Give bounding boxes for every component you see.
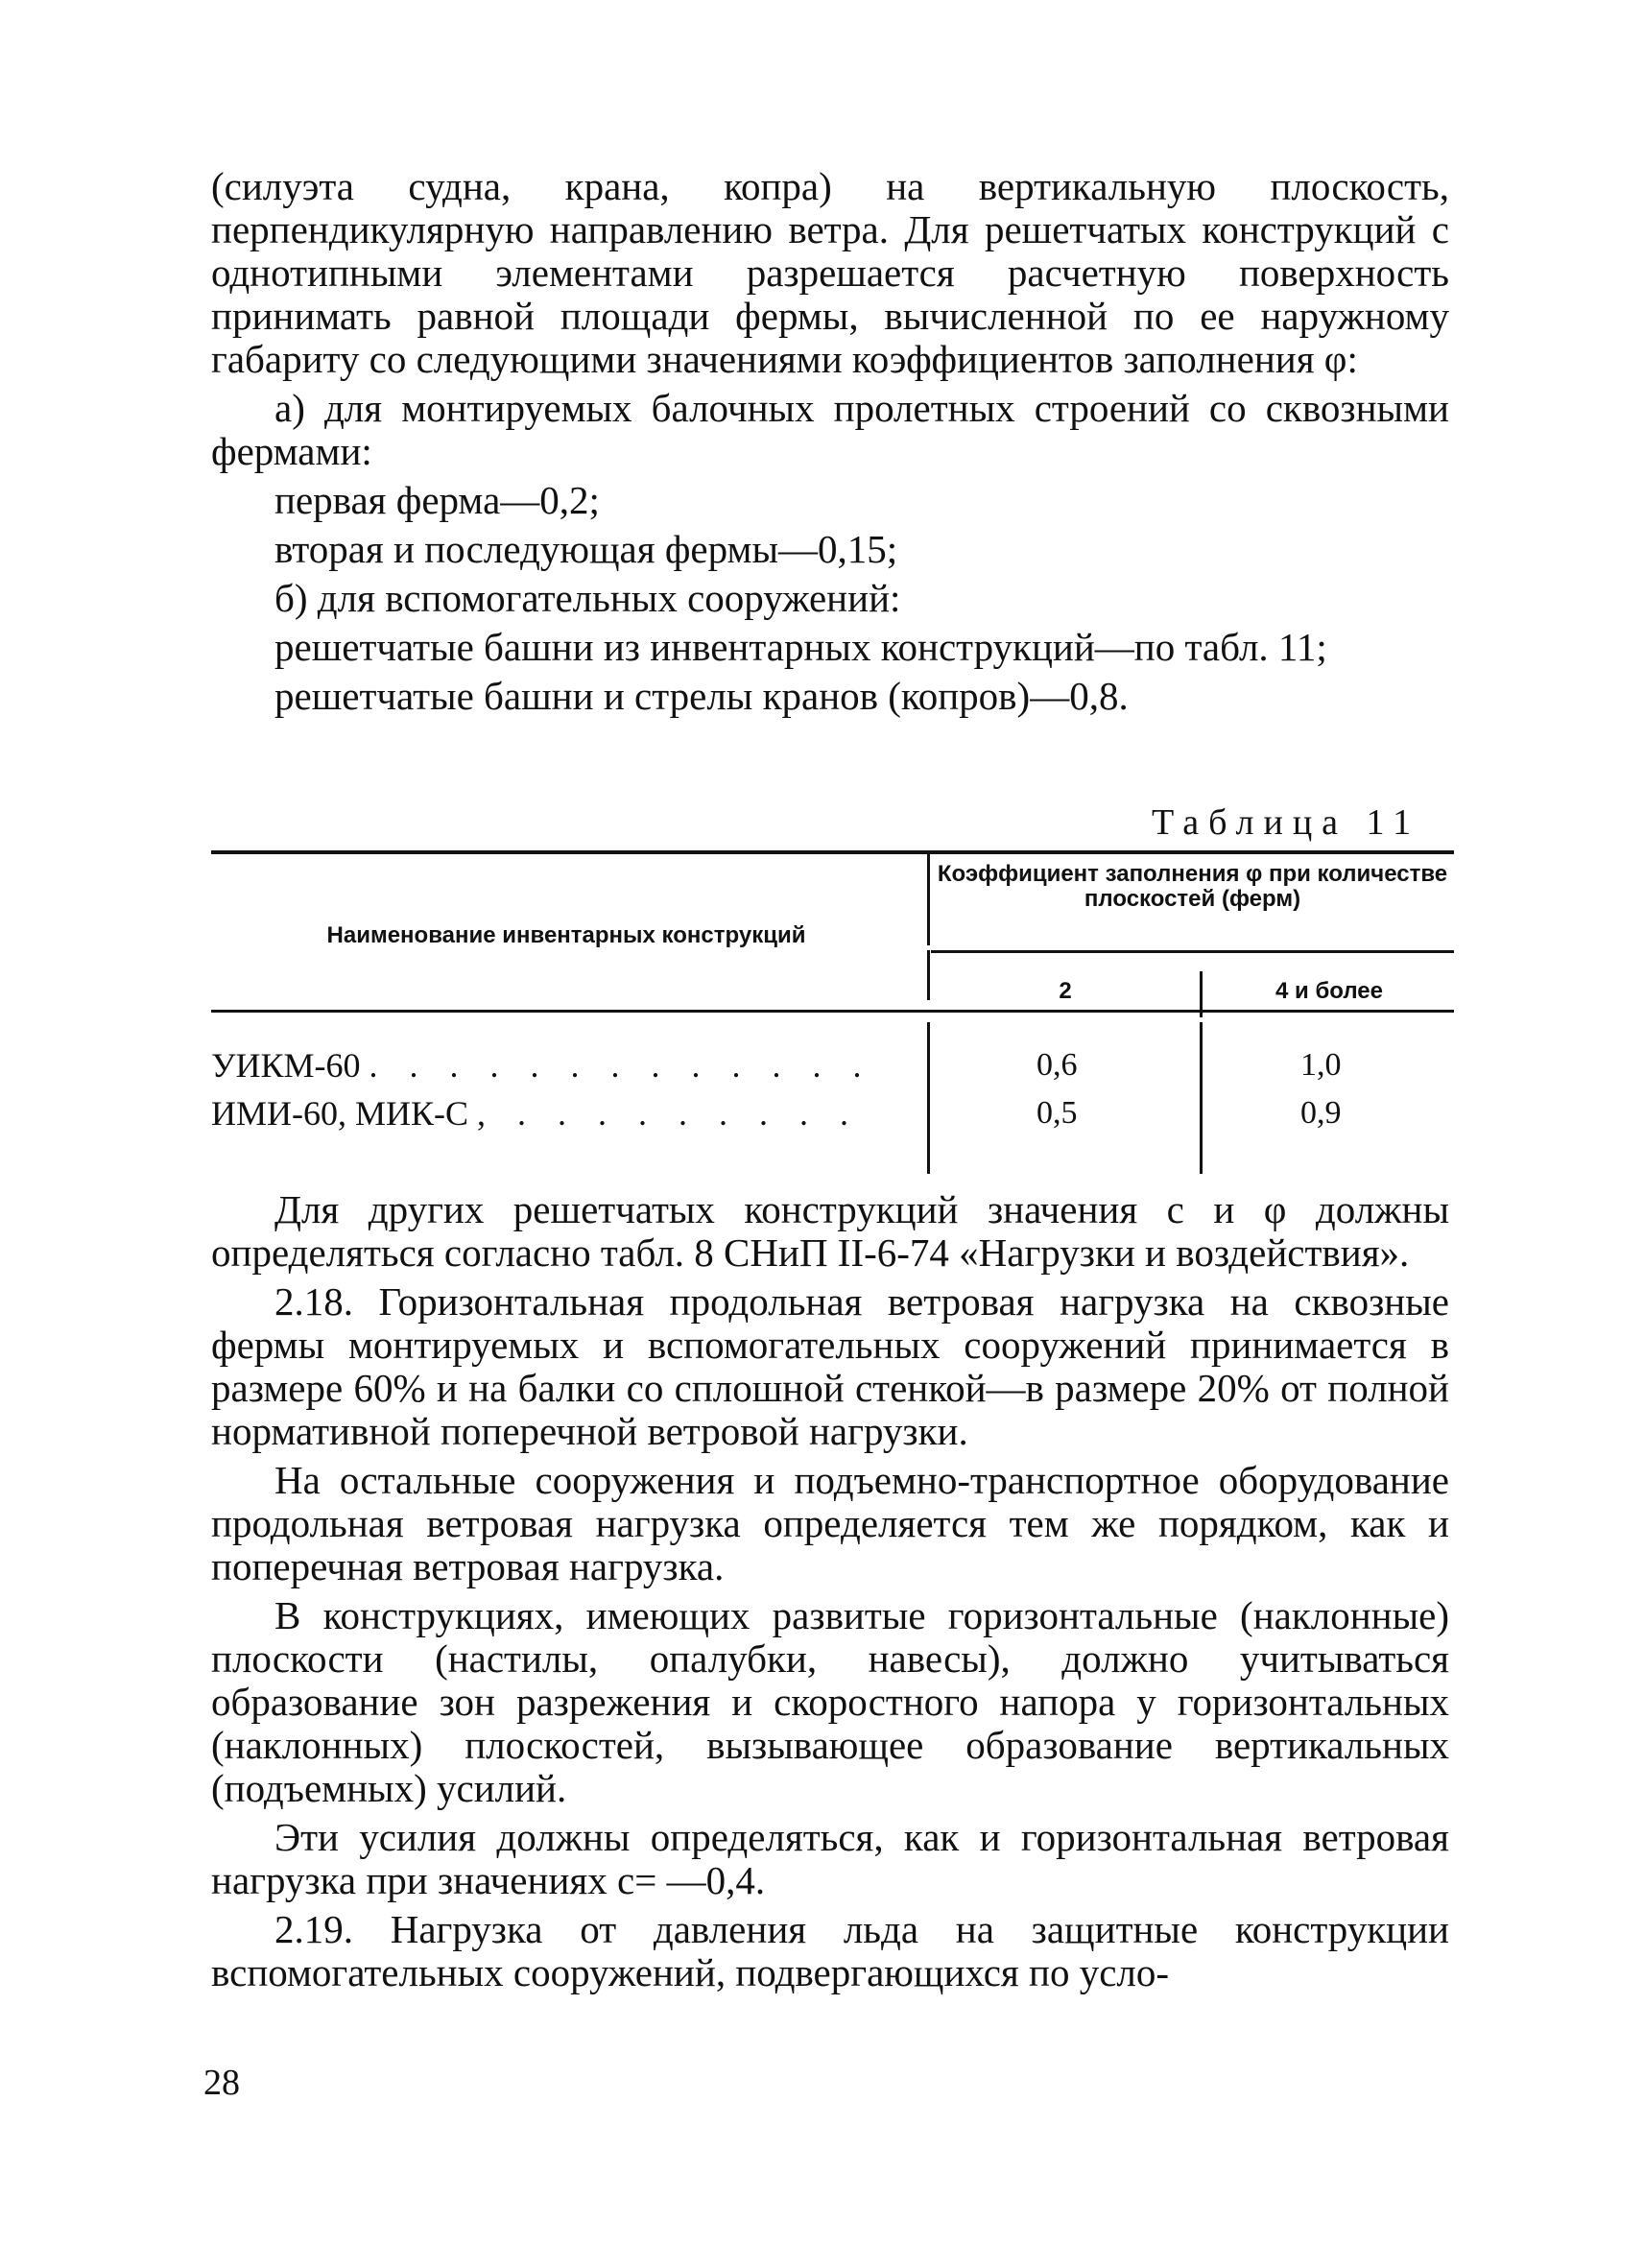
paragraph-first-truss: первая ферма—0,2; (274, 478, 600, 522)
table-11 (211, 845, 1454, 1176)
header-col-4: 4 и более (1275, 978, 1383, 1004)
header-subrule (931, 950, 1454, 953)
row-leader-dots: . . . . . . . . . . . . . (369, 1046, 873, 1085)
row-leader-dots: , . . . . . . . . . (477, 1094, 861, 1133)
table-caption: Таблица 11 (1152, 802, 1421, 843)
body-col-divider (1200, 1022, 1203, 1174)
paragraph-item-b: б) для вспомогательных сооружений: (274, 576, 901, 620)
paragraph-horizontal-planes: В конструкциях, имеющих развитые горизонтальные (наклонные) плоскости (настилы, опалубки, навесы), должно учитываться образование зон разрежения и скоростного напора у горизонтальных (наклонных) плоскостей, вызывающее образование вертикальных (подъемных) усилий. (211, 1593, 1449, 1810)
row-value-4: 1,0 (1300, 1047, 1342, 1083)
paragraph-other-structures: Для других решетчатых конструкций значения c и φ должны определяться согласно табл. 8 СНиП II-6-74 «Нагрузки и воздействия». (211, 1187, 1449, 1275)
paragraph-item-a: а) для монтируемых балочных пролетных строений со сквозными фермами: (211, 386, 1449, 473)
header-col2-left (927, 950, 930, 1000)
row-value-2: 0,5 (1036, 1095, 1078, 1131)
body-col2-left (927, 1022, 930, 1174)
row-name: УИКМ-60 (211, 1046, 361, 1085)
row-value-4: 0,9 (1300, 1095, 1342, 1131)
table-row (211, 1094, 860, 1133)
paragraph-second-truss: вторая и последующая фермы—0,15; (274, 527, 898, 571)
row-name: ИМИ-60, МИК-С (211, 1094, 469, 1133)
table-top-rule (211, 850, 1454, 854)
header-bottom-rule (211, 1010, 1454, 1013)
header-coefficient: Коэффициент заполнения φ при количестве плоскостей (ферм) (937, 861, 1448, 912)
paragraph-crane-booms: решетчатые башни и стрелы кранов (копров)—0,8. (274, 674, 1129, 718)
text-top (211, 165, 1449, 724)
page-number: 28 (203, 2063, 240, 2103)
paragraph-lattice-towers: решетчатые башни из инвентарных конструкций—по табл. 11; (274, 625, 1327, 669)
text-bottom (211, 1188, 1449, 2000)
header-col-2: 2 (1059, 978, 1072, 1004)
row-value-2: 0,6 (1036, 1047, 1078, 1083)
header-separator-vertical (927, 854, 930, 945)
table-row (211, 1046, 873, 1085)
header-name: Наименование инвентарных конструкций (326, 922, 806, 948)
paragraph-silhouette: (силуэта судна, крана, копра) на вертикальную плоскость, перпендикулярную направлению ветра. Для решетчатых конструкций с однотипными элементами разрешается расчетную поверхность принимать равной площади фермы, вычисленной по ее наружному габариту со следующими значениями коэффициентов заполнения φ: (211, 164, 1449, 381)
paragraph-2-18: 2.18. Горизонтальная продольная ветровая нагрузка на сквозные фермы монтируемых и вспомогательных сооружений принимается в размере 60% и на балки со сплошной стенкой—в размере 20% от полной нормативной поперечной ветровой нагрузки. (211, 1279, 1449, 1453)
paragraph-2-19: 2.19. Нагрузка от давления льда на защитные конструкции вспомогательных сооружений, подвергающихся по усло- (211, 1907, 1449, 1994)
paragraph-forces: Эти усилия должны определяться, как и горизонтальная ветровая нагрузка при значениях c= —0,4. (211, 1815, 1449, 1902)
paragraph-remaining-structures: На остальные сооружения и подъемно-транспортное оборудование продольная ветровая нагрузка определяется тем же порядком, как и поперечная ветровая нагрузка. (211, 1458, 1449, 1588)
